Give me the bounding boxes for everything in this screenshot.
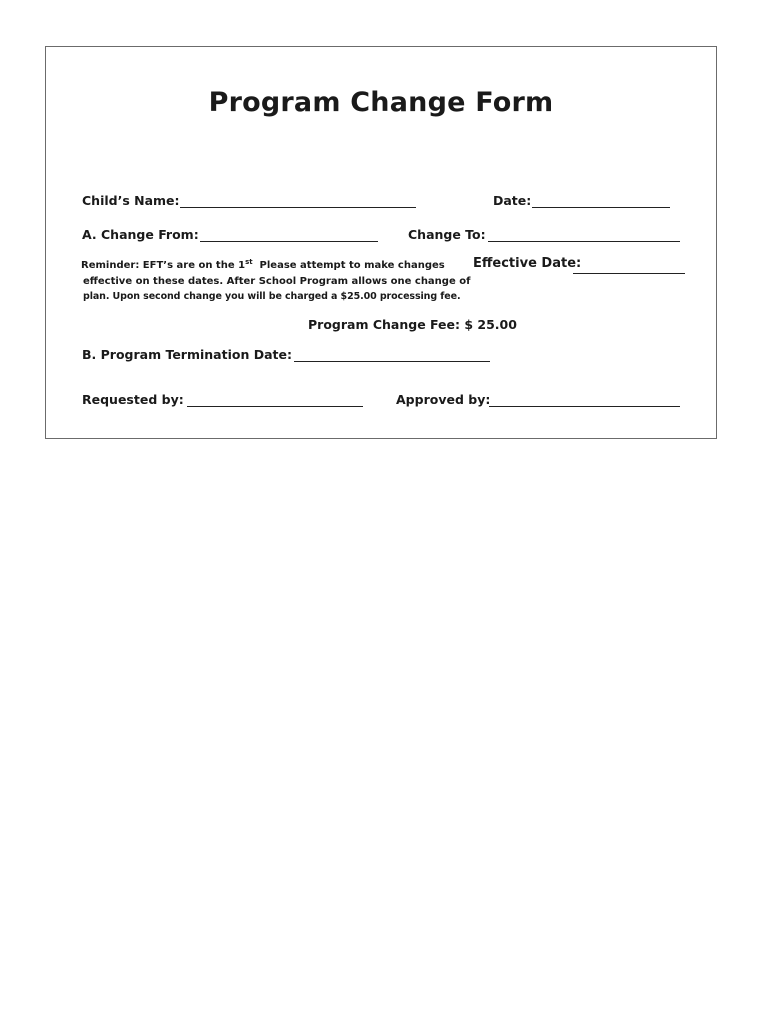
requested-by-label: Requested by: [82, 392, 184, 407]
childs-name-label: Child’s Name: [82, 193, 180, 208]
requested-by-field[interactable] [187, 406, 363, 407]
reminder-line-3: plan. Upon second change you will be charged a $25.00 processing fee. [83, 291, 461, 302]
date-field[interactable] [532, 207, 670, 208]
reminder-line-1 [81, 258, 445, 271]
effective-date-field[interactable] [573, 273, 685, 274]
reminder-prefix: Reminder: EFT’s are on the 1 [81, 260, 246, 271]
reminder-line-2: effective on these dates. After School Program allows one change of [83, 276, 471, 287]
date-label: Date: [493, 193, 532, 208]
change-from-field[interactable] [200, 241, 378, 242]
change-to-label: Change To: [408, 227, 486, 242]
approved-by-field[interactable] [489, 406, 680, 407]
childs-name-field[interactable] [180, 207, 416, 208]
program-change-fee: Program Change Fee: $ 25.00 [308, 317, 517, 332]
effective-date-label: Effective Date: [473, 256, 582, 271]
reminder-suffix: Please attempt to make changes [259, 260, 445, 271]
program-change-form [45, 46, 717, 439]
reminder-superscript: st [245, 258, 253, 266]
termination-date-label: B. Program Termination Date: [82, 347, 292, 362]
change-from-label: A. Change From: [82, 227, 199, 242]
form-title: Program Change Form [208, 87, 554, 118]
change-to-field[interactable] [488, 241, 680, 242]
termination-date-field[interactable] [294, 361, 490, 362]
approved-by-label: Approved by: [396, 392, 491, 407]
